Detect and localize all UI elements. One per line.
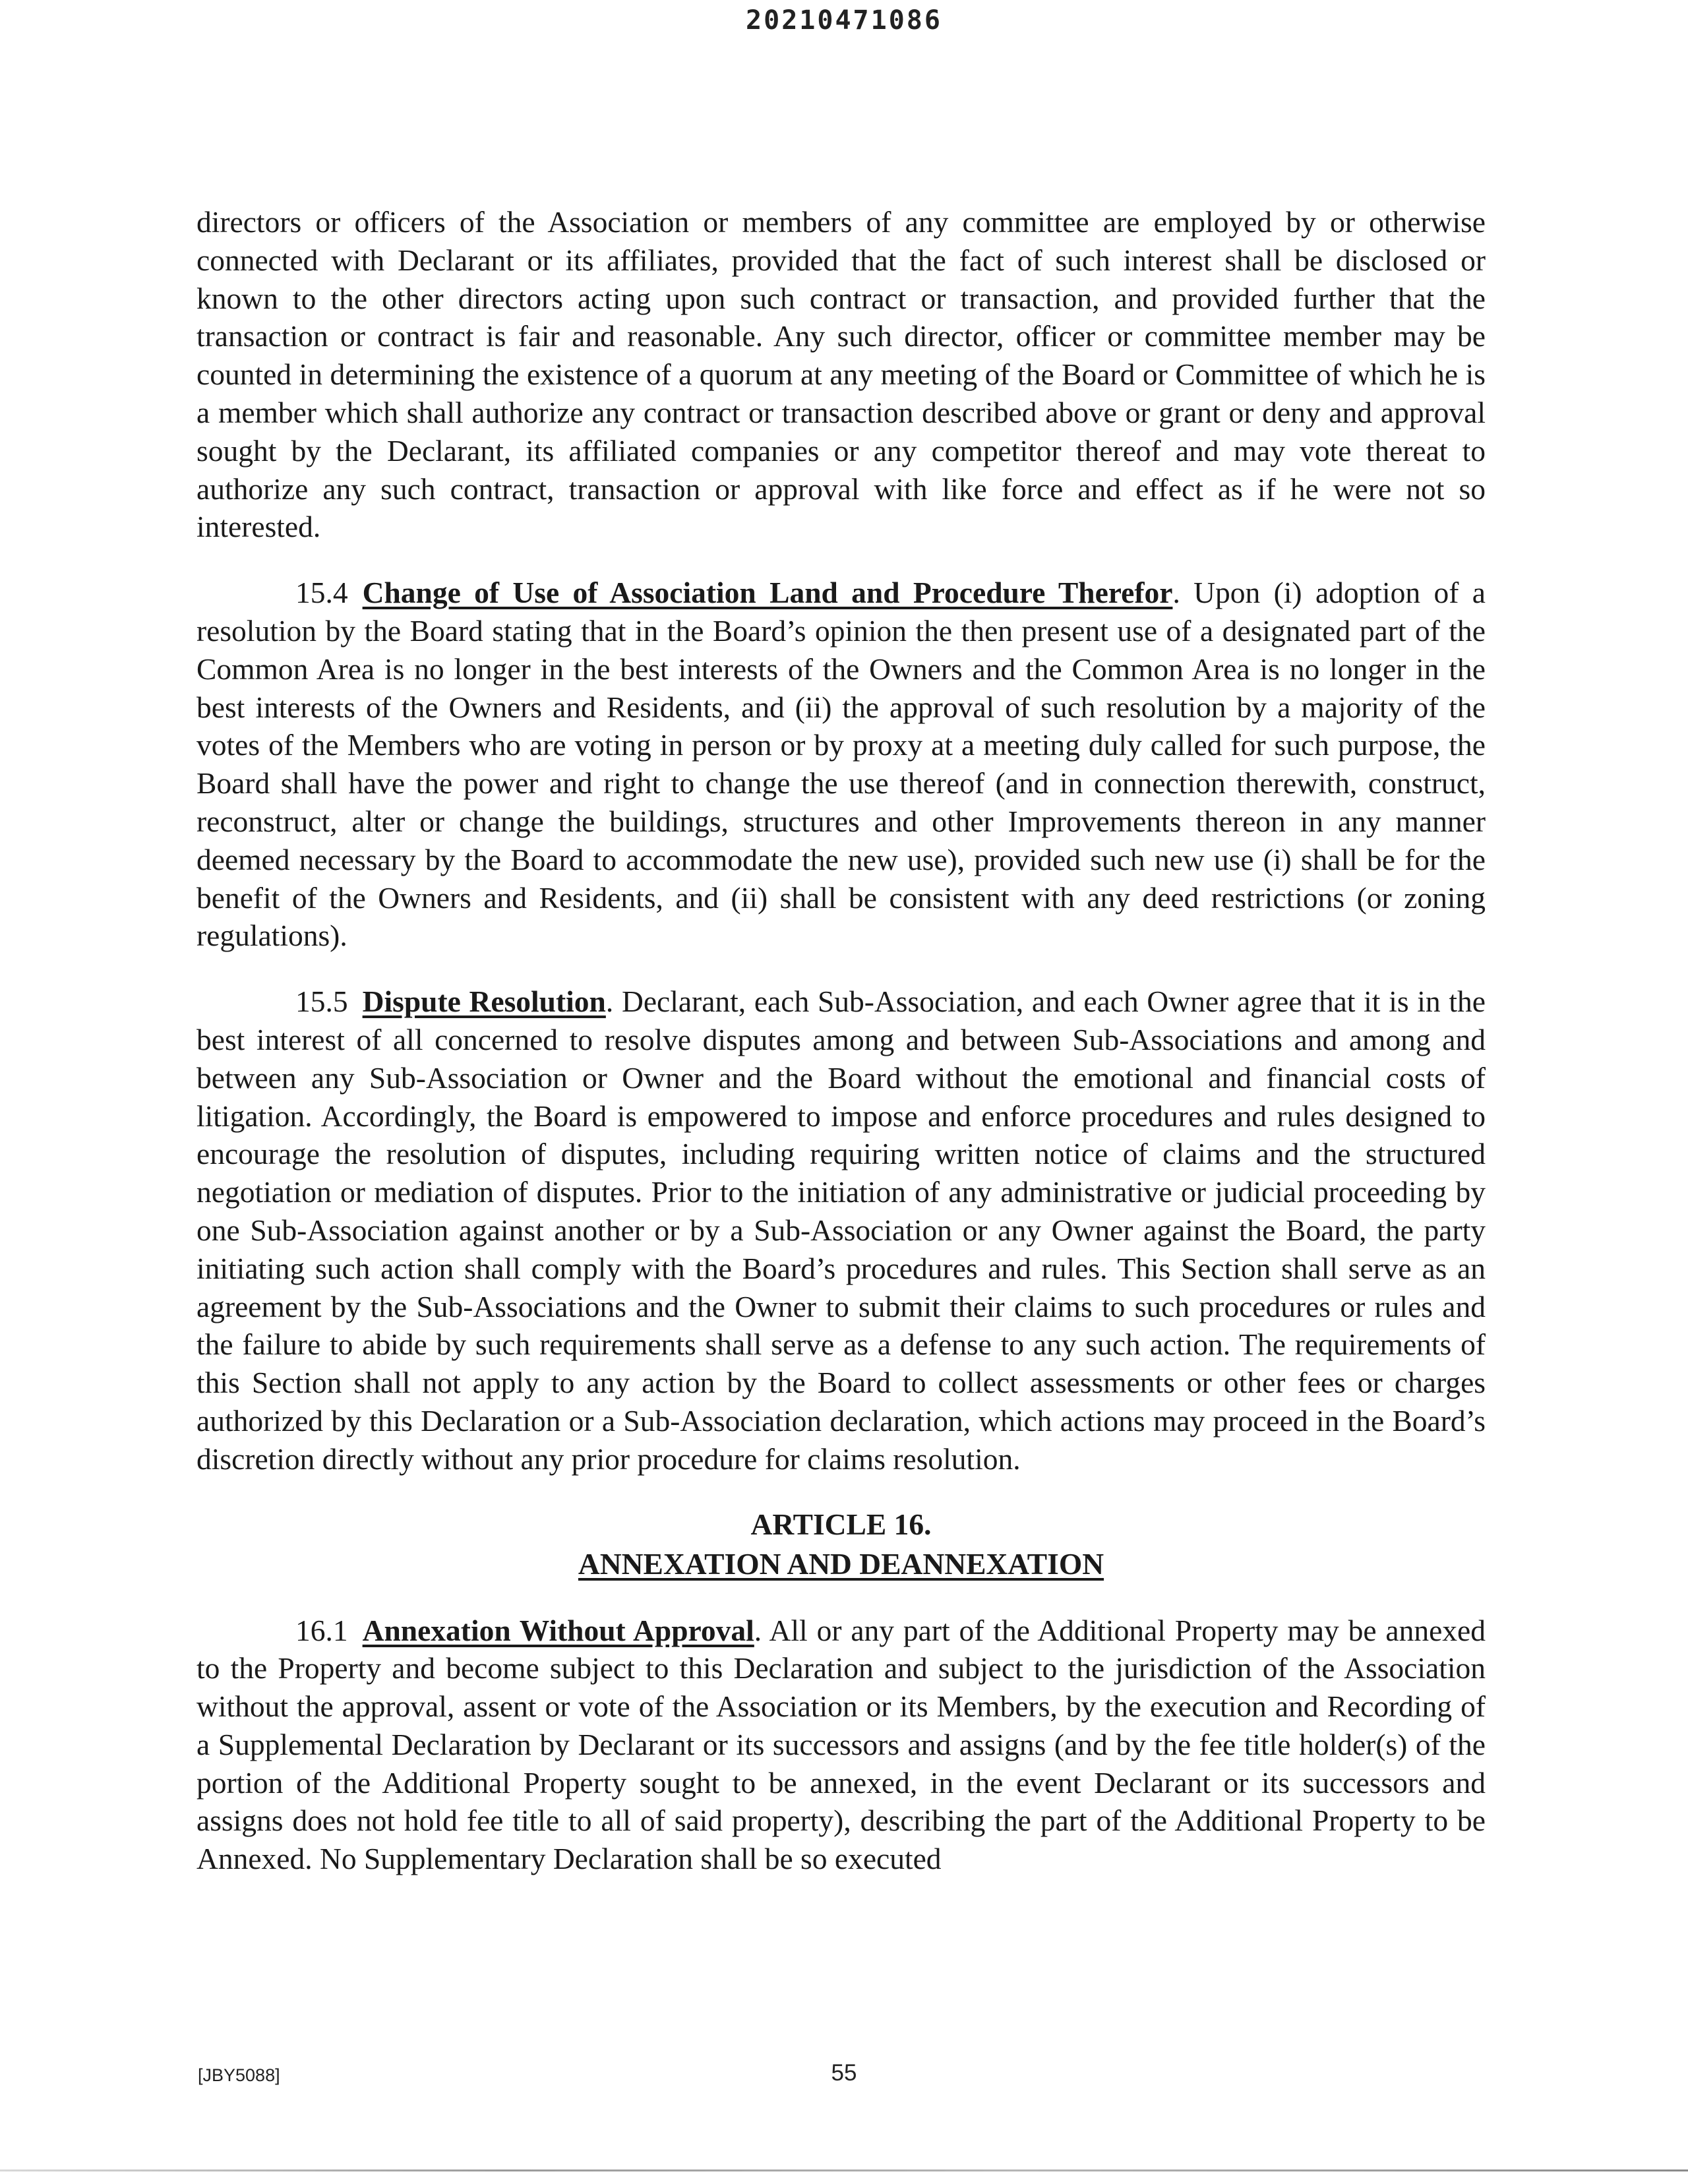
section-number: 16.1 — [295, 1613, 348, 1647]
article-heading — [196, 1505, 1486, 1584]
section-15-5 — [196, 983, 1486, 1478]
article-label: ARTICLE 16. — [750, 1507, 932, 1541]
section-heading: Change of Use of Association Land and Procedure Therefor — [362, 576, 1173, 610]
section-15-4 — [196, 574, 1486, 955]
section-number: 15.5 — [295, 985, 348, 1019]
document-number: 20210471086 — [746, 5, 942, 36]
section-text: . Declarant, each Sub-Association, and each Owner agree that it is in the best interest of all concerned to resolve disputes among and between Sub-Associations and among and between any Sub-Association or Owner and the Board without the emotional and financial costs of litigation. Accordingly, the Board is empowered to impose and enforce procedures and rules designed to encourage the resolution of disputes, including requiring written notice of claims and the structured negotiation or mediation of disputes. Prior to the initiation of any administrative or judicial proceeding by one Sub-Association against another or by a Sub-Association or any Owner against the Board, the party initiating such action shall comply with the Board’s procedures and rules. This Section shall serve as an agreement by the Sub-Associations and the Owner to submit their claims to such procedures or rules and the failure to abide by such requirements shall serve as a defense to any such action. The requirements of this Section shall not apply to any action by the Board to collect assessments or other fees or charges authorized by this Declaration or a Sub-Association declaration, which actions may proceed in the Board’s discretion directly without any prior procedure for claims resolution. — [196, 985, 1486, 1476]
section-heading: Dispute Resolution — [362, 985, 606, 1019]
section-text: . Upon (i) adoption of a resolution by the Board stating that in the Board’s opinion the then present use of a designated part of the Common Area is no longer in the best interests of the Owners and the Common Area is no longer in the best interests of the Owners and Residents, and (ii) the approval of such resolution by a majority of the votes of the Members who are voting in person or by proxy at a meeting duly called for such purpose, the Board shall have the power and right to change the use thereof (and in connection therewith, construct, reconstruct, alter or change the buildings, structures and other Improvements thereon in any manner deemed necessary by the Board to accommodate the new use), provided such new use (i) shall be for the benefit of the Owners and Residents, and (ii) shall be consistent with any deed restrictions (or zoning regulations). — [196, 576, 1486, 953]
section-16-1 — [196, 1612, 1486, 1879]
footer-reference: [JBY5088] — [198, 2065, 280, 2085]
section-number: 15.4 — [295, 576, 348, 610]
paragraph-continuation: directors or officers of the Association or members of any committee are employed by or otherwise connected with Declarant or its affiliates, provided that the fact of such interest shall be disclosed or known to the other directors acting upon such contract or transaction, and provided further that the transaction or contract is fair and reasonable. Any such director, officer or committee member may be counted in determining the existence of a quorum at any meeting of the Board or Committee of which he is a member which shall authorize any contract or transaction described above or grant or deny and approval sought by the Declarant, its affiliated companies or any competitor thereof and may vote thereat to authorize any such contract, transaction or approval with like force and effect as if he were not so interested. — [196, 205, 1486, 544]
article-title: ANNEXATION AND DEANNEXATION — [578, 1546, 1104, 1581]
document-body — [196, 203, 1486, 1878]
section-heading: Annexation Without Approval — [362, 1613, 754, 1647]
scan-edge-line — [0, 2169, 1688, 2171]
section-text: . All or any part of the Additional Property may be annexed to the Property and become subject to this Declaration and subject to the jurisdiction of the Association without the approval, assent or vote of the Association or its Members, by the execution and Recording of a Supplemental Declaration by Declarant or its successors and assigns (and by the fee title holder(s) of the portion of the Additional Property sought to be annexed, in the event Declarant or its successors and assigns does not hold fee title to all of said property), describing the part of the Additional Property to be Annexed. No Supplementary Declaration shall be so executed — [196, 1613, 1486, 1876]
page-number: 55 — [831, 2060, 857, 2086]
